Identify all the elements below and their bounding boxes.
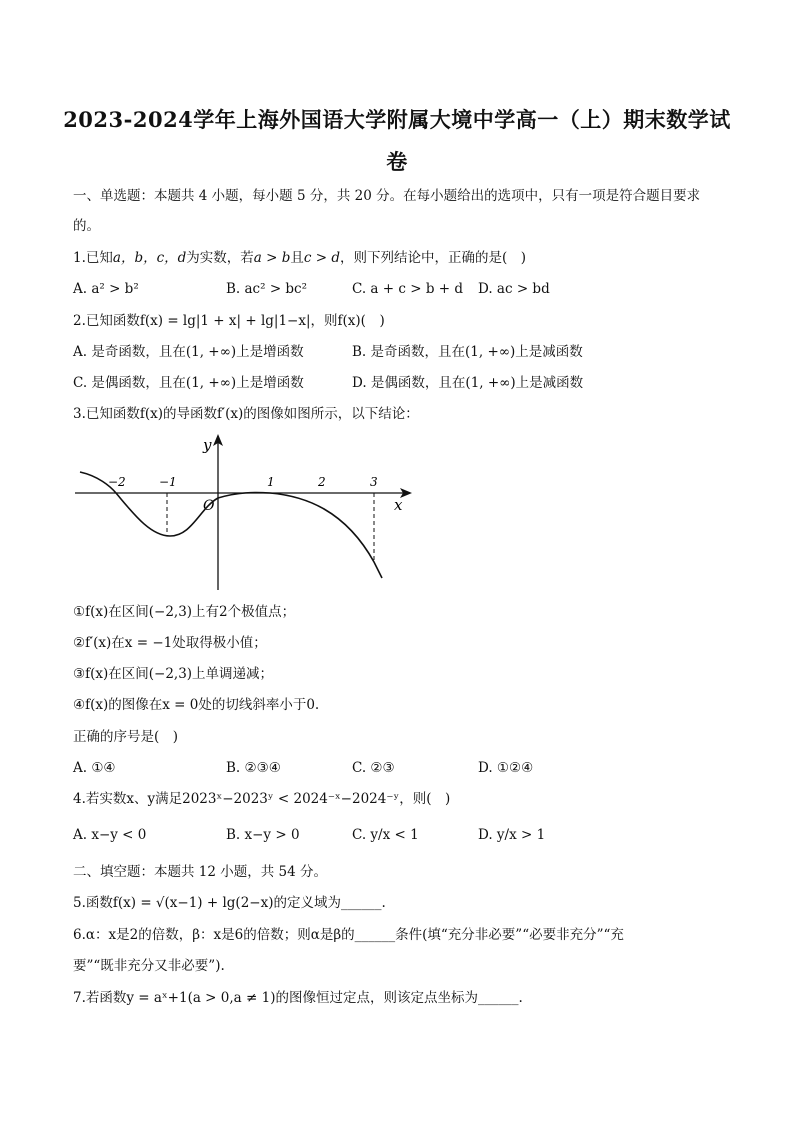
- document-title-line2: 卷: [386, 149, 408, 174]
- tick-label: −1: [159, 475, 177, 489]
- q4-stem: 4.若实数x、y满足2023ˣ−2023ʸ < 2024⁻ˣ−2024⁻ʸ，则( ): [73, 791, 451, 807]
- q3-statement-2: ②f′(x)在x = −1处取得极小值；: [73, 635, 267, 651]
- derivative-graph: [70, 430, 420, 595]
- document-title-line1: 2023-2024学年上海外国语大学附属大境中学高一（上）期末数学试: [63, 107, 731, 132]
- section2-heading: 二、填空题：本题共 12 小题，共 54 分。: [73, 864, 328, 880]
- x-axis-label: x: [394, 496, 403, 514]
- q2-option-a: A. 是奇函数，且在(1, +∞)上是增函数: [73, 344, 304, 360]
- q4-option-d: D. y/x > 1: [478, 827, 546, 843]
- q3-stem: 3.已知函数f(x)的导函数f′(x)的图像如图所示，以下结论：: [73, 406, 419, 422]
- origin-label: O: [203, 498, 215, 514]
- q2-stem: 2.已知函数f(x) = lg|1 + x| + lg|1−x|，则f(x)( ): [73, 313, 385, 329]
- q2-option-c: C. 是偶函数，且在(1, +∞)上是增函数: [73, 375, 304, 391]
- q3-statement-1: ①f(x)在区间(−2,3)上有2个极值点；: [73, 604, 296, 620]
- q3-statement-3: ③f(x)在区间(−2,3)上单调递减；: [73, 666, 274, 682]
- y-axis-label: y: [203, 436, 212, 454]
- q2-option-d: D. 是偶函数，且在(1, +∞)上是减函数: [352, 375, 584, 391]
- q5-stem: 5.函数f(x) = √(x−1) + lg(2−x)的定义域为______.: [73, 895, 386, 911]
- tick-label: 3: [370, 475, 378, 489]
- tick-label: 1: [267, 475, 275, 489]
- q6-stem-cont: 要”“既非充分又非必要”).: [73, 958, 225, 974]
- tick-label: −2: [108, 475, 126, 489]
- section1-heading: 一、单选题：本题共 4 小题，每小题 5 分，共 20 分。在每小题给出的选项中，只有一项是符合题目要求: [73, 188, 701, 204]
- q3-option-c: C. ②③: [352, 760, 395, 776]
- q1-option-a: A. a² > b²: [73, 281, 139, 297]
- q4-option-b: B. x−y > 0: [226, 827, 300, 843]
- q1-option-b: B. ac² > bc²: [226, 281, 308, 297]
- section1-heading-cont: 的。: [73, 218, 100, 234]
- q1-option-c: C. a + c > b + d: [352, 281, 464, 297]
- q6-stem: 6.α：x是2的倍数，β：x是6的倍数；则α是β的______条件(填“充分非必要”“必要非充分”“充: [73, 927, 624, 943]
- q3-ask: 正确的序号是( ): [73, 729, 179, 745]
- q3-statement-4: ④f(x)的图像在x = 0处的切线斜率小于0.: [73, 697, 320, 713]
- q2-option-b: B. 是奇函数，且在(1, +∞)上是减函数: [352, 344, 583, 360]
- q1-stem: 1.已知a，b，c，d为实数，若a > b且c > d，则下列结论中，正确的是( ): [73, 250, 527, 266]
- q3-option-b: B. ②③④: [226, 760, 281, 776]
- q4-option-a: A. x−y < 0: [73, 827, 147, 843]
- q1-option-d: D. ac > bd: [478, 281, 550, 297]
- q7-stem: 7.若函数y = aˣ+1(a > 0,a ≠ 1)的图像恒过定点，则该定点坐标为______.: [73, 990, 523, 1006]
- q4-option-c: C. y/x < 1: [352, 827, 419, 843]
- q3-option-d: D. ①②④: [478, 760, 534, 776]
- q3-option-a: A. ①④: [73, 760, 116, 776]
- tick-label: 2: [318, 475, 326, 489]
